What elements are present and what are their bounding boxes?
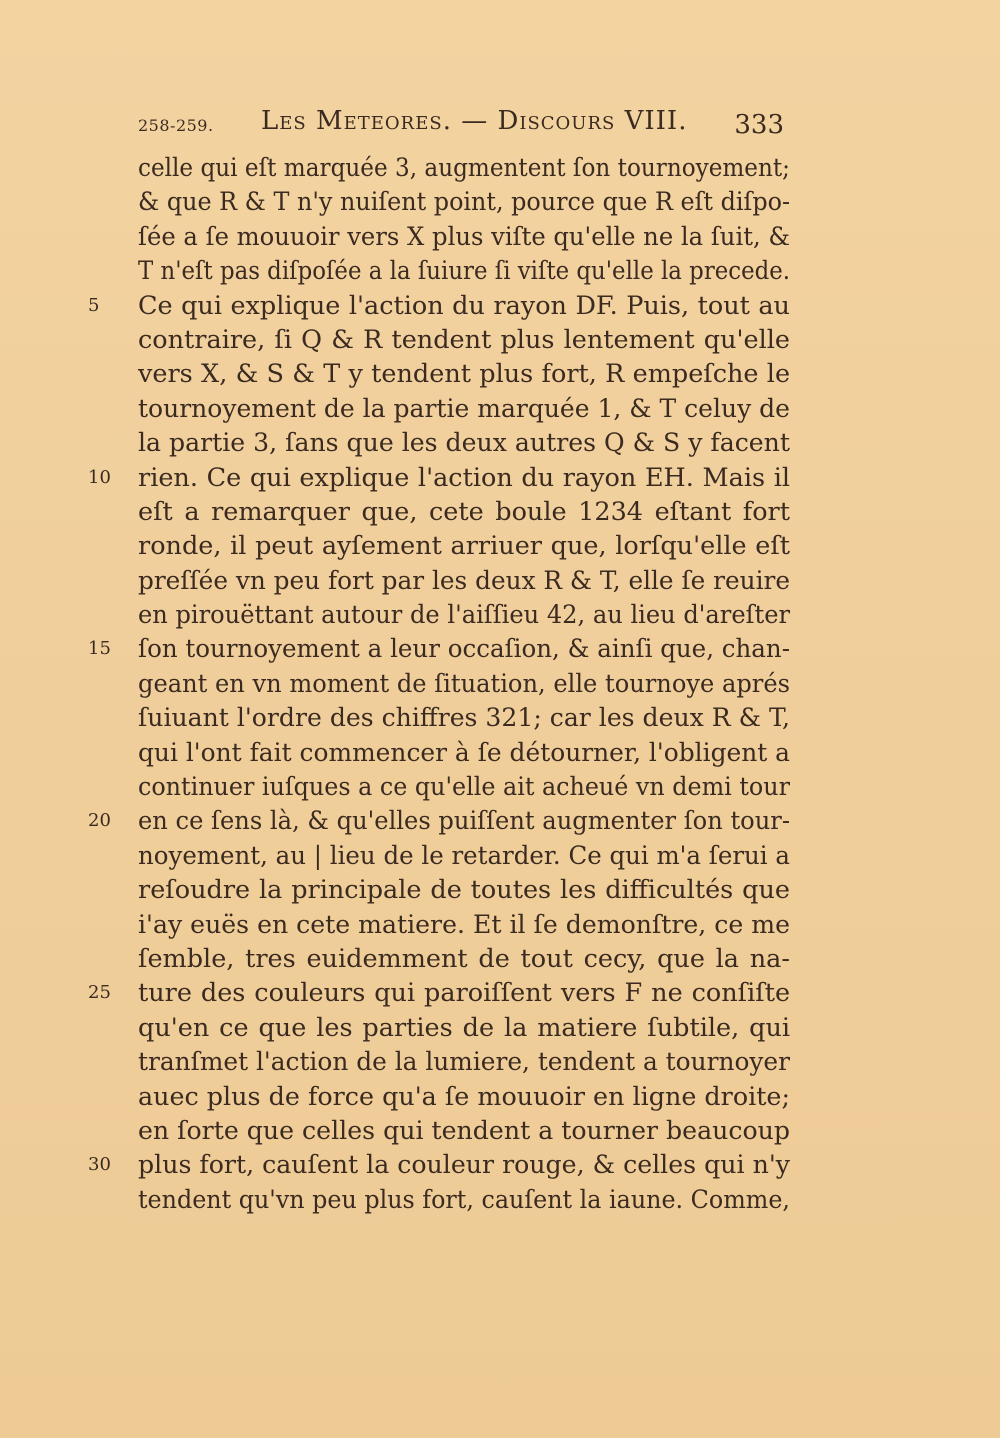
line-text: eſt a remarquer que, cete boule 1234 eſtant fort [138,496,790,527]
line-text: reſoudre la principale de toutes les difficultés que [138,875,790,906]
text-line [138,1114,790,1148]
line-text: en ce ſens là, & qu'elles puiſſent augmenter ſon tour- [138,806,791,837]
text-line [138,564,790,598]
page-number: 333 [734,110,784,140]
text-line [138,185,790,219]
text-line [138,392,790,426]
line-text: ſon tournoyement a leur occaſion, & ainſi que, chan- [138,634,791,665]
text-line [138,1080,790,1114]
line-text: ronde, il peut ayſement arriuer que, lorſqu'elle eſt [138,531,791,562]
line-text: tournoyement de la partie marquée 1, & T celuy de [138,393,790,424]
text-line [138,908,790,942]
line-number: 25 [88,982,111,1004]
line-text: vers X, & S & T y tendent plus fort, R empeſche le [138,359,791,390]
line-text: Ce qui explique l'action du rayon DF. Puis, tout au [138,290,790,321]
line-text: celle qui eſt marquée 3, augmentent ſon tournoyement; [138,153,790,183]
text-line [88,632,791,666]
text-line [138,1045,790,1079]
text-line [138,1183,790,1217]
text-line [88,289,790,323]
text-line [138,495,790,529]
line-text: ſemble, tres euidemment de tout cecy, que la na- [138,943,790,974]
line-text: plus fort, cauſent la couleur rouge, & celles qui n'y [138,1150,791,1181]
line-text: tendent qu'vn peu plus fort, cauſent la iaune. Comme, [138,1184,790,1215]
line-text: ſuiuant l'ordre des chiffres 321; car les deux R & T, [138,703,791,734]
line-number: 30 [88,1154,111,1176]
text-line [138,254,790,288]
text-line [138,151,790,185]
text-line [88,461,791,495]
text-line [138,736,790,770]
line-text: noyement, au | lieu de le retarder. Ce qui m'a ſerui a [138,840,790,871]
text-line [138,598,790,632]
line-number: 20 [88,810,111,832]
text-line [138,701,790,735]
text-line [138,942,790,976]
text-line [138,667,790,701]
line-text: preſſée vn peu fort par les deux R & T, elle ſe reuire [138,565,790,596]
line-number: 15 [88,638,111,660]
line-number: 5 [88,294,100,316]
line-text: i'ay euës en cete matiere. Et il ſe demonſtre, ce me [138,909,791,940]
text-line [138,770,790,804]
line-text: contraire, ſi Q & R tendent plus lentement qu'elle [138,324,790,355]
line-text: tranſmet l'action de la lumiere, tendent a tournoyer [138,1047,791,1078]
line-text: continuer iuſques a ce qu'elle ait acheué vn demi tour [138,772,790,803]
text-line [88,976,791,1010]
line-text: en pirouëttant autour de l'aiſſieu 42, au lieu d'areſter [138,600,791,631]
line-text: geant en vn moment de ſituation, elle tournoye aprés [138,668,791,699]
text-line [138,529,790,563]
line-text: auec plus de force qu'a ſe mouuoir en ligne droite; [138,1081,791,1112]
text-line [138,1011,790,1045]
line-text: qui l'ont fait commencer à ſe détourner, l'obligent a [138,737,791,768]
text-line [138,323,790,357]
line-text: & que R & T n'y nuiſent point, pource que R eſt diſpo- [138,187,791,218]
page-reference: 258-259. [138,116,214,135]
text-line [138,220,790,254]
line-number: 10 [88,466,111,488]
text-line [138,873,790,907]
text-line [88,1148,791,1182]
line-text: ſée a ſe mouuoir vers X plus viſte qu'elle ne la ſuit, & [138,221,790,252]
line-text: qu'en ce que les parties de la matiere ſubtile, qui [138,1012,791,1043]
text-line [138,839,790,873]
line-text: en ſorte que celles qui tendent a tourner beaucoup [138,1115,791,1146]
text-line [138,426,790,460]
line-text: T n'eſt pas diſpoſée a la ſuiure ſi viſte qu'elle la precede. [138,256,791,287]
running-title: Les Meteores. — Discours VIII. [261,106,688,136]
line-text: la partie 3, ſans que les deux autres Q & S y facent [138,428,790,459]
line-text: ture des couleurs qui paroiſſent vers F ne conſiſte [138,978,791,1009]
text-line [138,357,790,391]
body-text [88,151,791,1217]
line-text: rien. Ce qui explique l'action du rayon EH. Mais il [138,462,791,493]
text-line [88,804,791,838]
running-header [138,106,788,146]
